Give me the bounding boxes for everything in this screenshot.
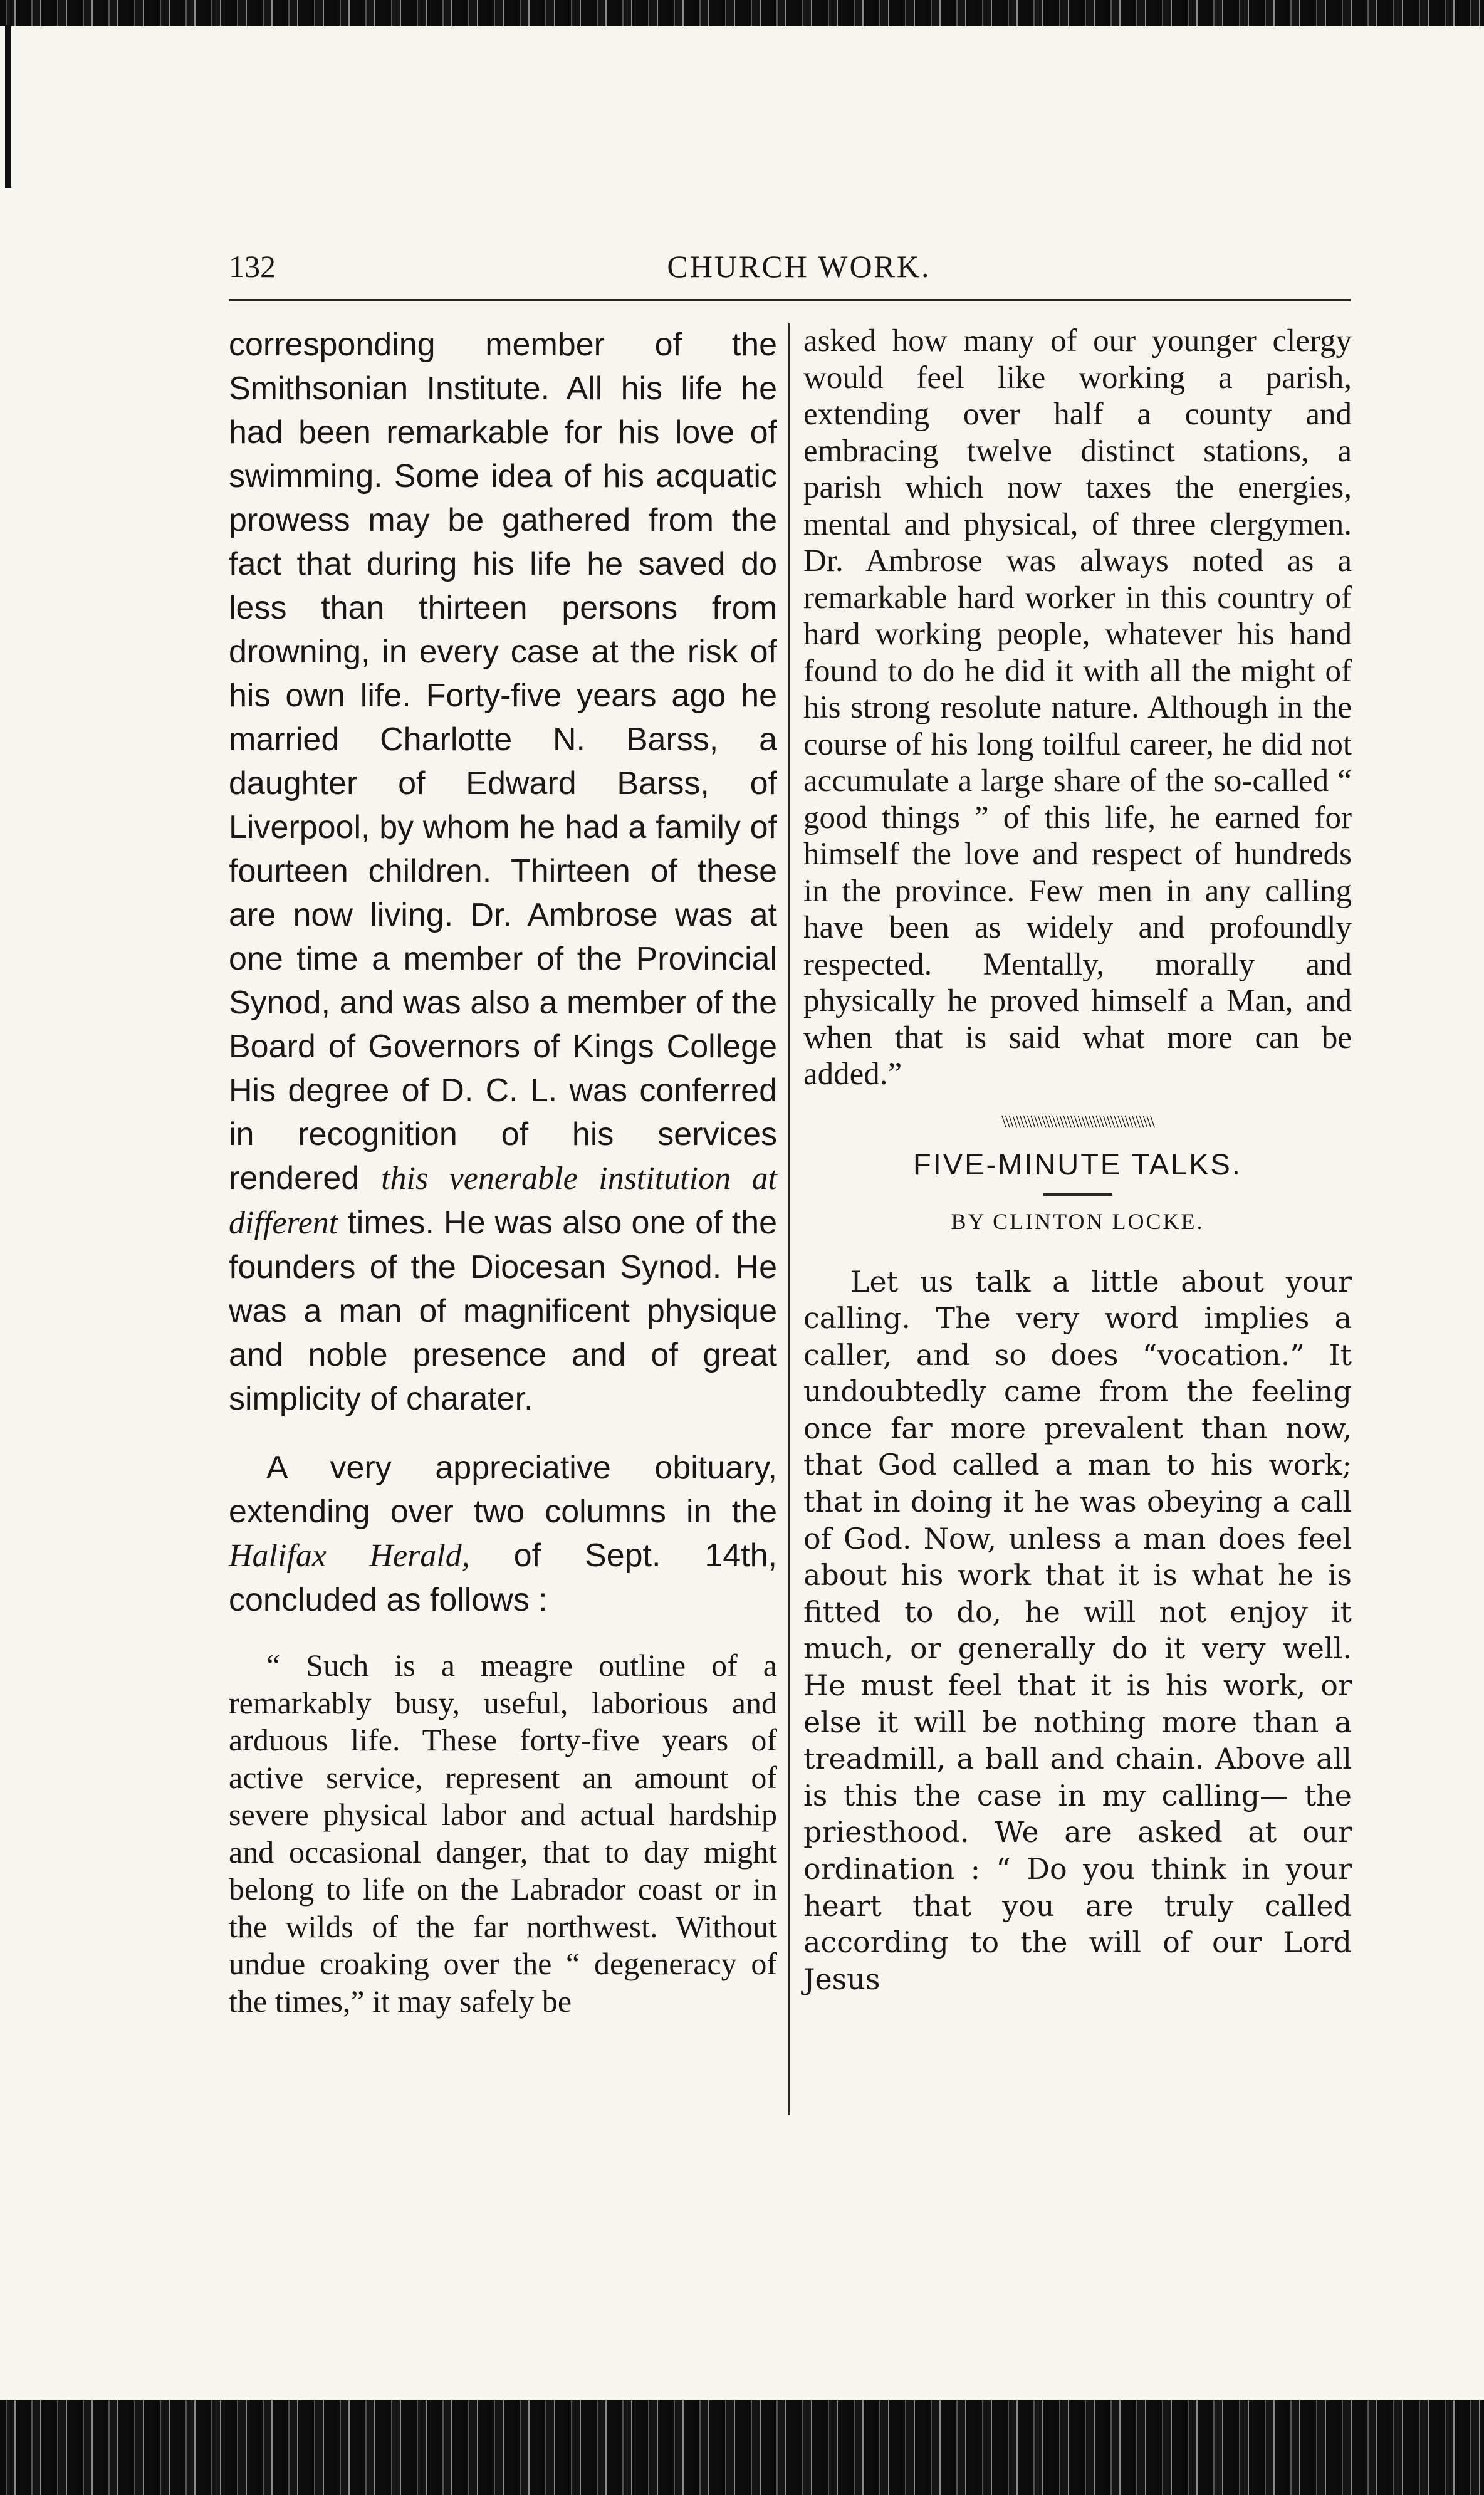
scan-border-bottom — [0, 2400, 1484, 2495]
section-title: FIVE-MINUTE TALKS. — [913, 1147, 1242, 1181]
obituary-paragraph-2 — [229, 1446, 777, 1622]
obituary-text: corresponding member of the Smithsonian Institute. All his life he had been remarkable for his love of swimming. Some idea of his acquatic prowess may be gathered from the fact that during his life he saved do less than thirteen persons from drowning, in every case at the risk of his own life. Forty-five years ago he married Charlotte N. Barss, a daughter of Edward Barss, of Liverpool, by whom he had a family of fourteen children. Thirteen of these are now living. Dr. Ambrose was at one time a member of the Provincial Synod, and was also a member of the Board of Governors of Kings College His degree of D. C. L. was conferred in recognition of his services rendered — [229, 327, 777, 1196]
scan-border-top — [0, 0, 1484, 26]
talk-paragraph: Let us talk a little about your calling. The very word implies a caller, and so does “vocation.” It undoubtedly came from the feeling once far more prevalent than now, that God called a man to his work; that in doing it he was obeying a call of God. Now, unless a man does feel about his work that it is what he is fitted to do, he will not enjoy it much, or generally do it very well. He must feel that it is his work, or else it will be nothing more than a treadmill, a ball and chain. Above all is this the case in my calling— the priesthood. We are asked at our ordination : “ Do you think in your heart that you are truly called according to the will of our Lord Jesus — [803, 1264, 1352, 1996]
page-header — [229, 241, 1351, 291]
left-column — [229, 323, 777, 2020]
newspaper-name: Halifax Herald, — [229, 1538, 470, 1574]
herald-intro: A very appreciative obituary, extending over two columns in the — [229, 1450, 777, 1530]
scan-edge-mark — [5, 25, 11, 188]
talk-body — [803, 1263, 1352, 1998]
title-rule — [1043, 1193, 1112, 1196]
herald-intro-end: of Sept. 14th, concluded as follows : — [229, 1537, 778, 1618]
obituary-italic-text: this venerable institution at different — [229, 1161, 777, 1241]
page-number: 132 — [229, 249, 276, 284]
column-divider — [788, 323, 790, 2115]
obituary-text-end: times. He was also one of the founders of the Diocesan Synod. He was a man of magnificent physique and noble presence and of great simplicity of charater. — [229, 1205, 777, 1417]
herald-quote: “ Such is a meagre outline of a remarkably busy, useful, laborious and arduous life. These forty-five years of active service, represent an amount of severe physical labor and actual hardship and occasional danger, that to day might belong to life on the Labrador coast or in the wilds of the far northwest. Without undue croaking over the “ degeneracy of the times,” it may safely be — [229, 1648, 777, 2019]
herald-quote-continuation: asked how many of our younger clergy would feel like working a parish, extending over half a county and embracing twelve distinct stations, a parish which now taxes the energies, mental and physical, of three clergymen. Dr. Ambrose was always noted as a remarkable hard worker in this country of hard working people, whatever his hand found to do he did it with all the might of his strong resolute nature. Although in the course of his long toilful career, he did not accumulate a large share of the so-called “ good things ” of this life, he earned for himself the love and respect of hundreds in the province. Few men in any calling have been as widely and profoundly respected. Mentally, morally and physically he proved himself a Man, and when that is said what more can be added.” — [803, 323, 1352, 1092]
right-column — [803, 323, 1352, 1997]
byline: BY CLINTON LOCKE. — [951, 1208, 1204, 1234]
ornamental-divider: \\\\\\\\\\\\\\\\\\\\\\\\\\\\\\\\\\\\\\\\\\ — [1001, 1112, 1154, 1132]
obituary-paragraph-1 — [229, 323, 777, 1421]
header-rule — [229, 299, 1351, 301]
running-title: CHURCH WORK. — [667, 249, 931, 284]
